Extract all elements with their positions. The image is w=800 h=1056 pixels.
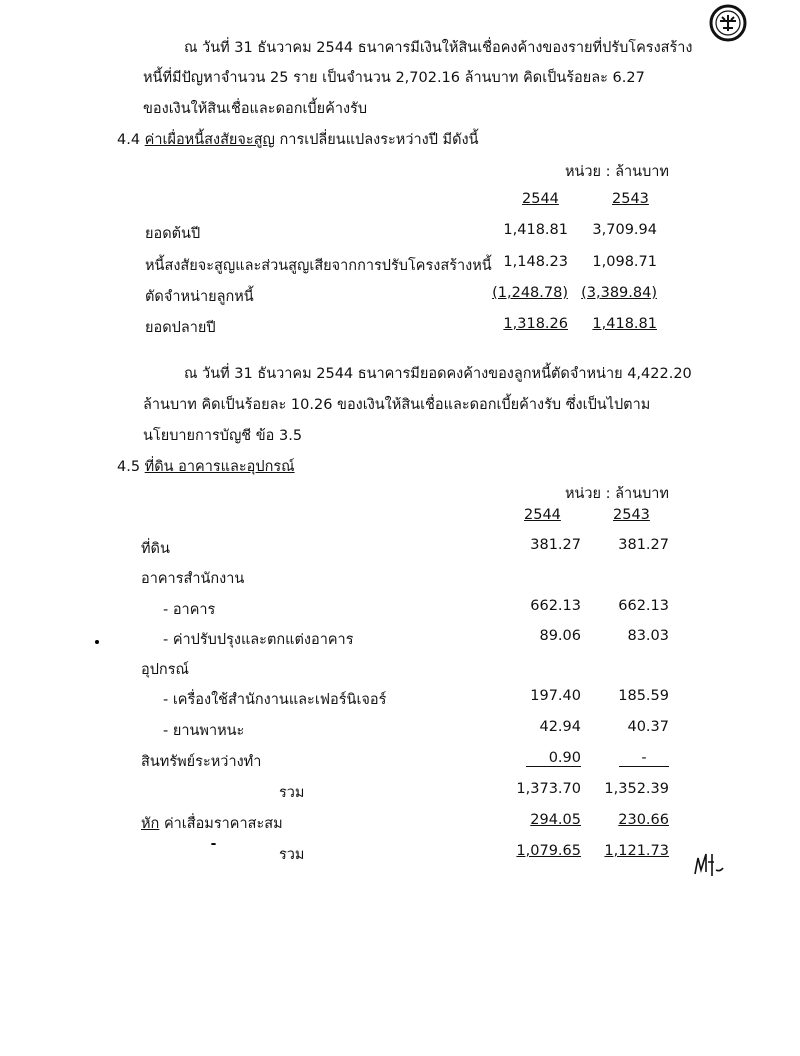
allowance-row-2544: (1,248.78) [492, 285, 568, 301]
section-4-5-col-2544: 2544 [524, 507, 561, 523]
allowance-row-2544: 1,318.26 [503, 316, 568, 332]
asset-row-label: สินทรัพย์ระหว่างทำ [141, 754, 262, 770]
asset-row-label: - อาคาร [163, 602, 216, 618]
asset-row-2544: 42.94 [539, 719, 581, 735]
asset-subtotal-2544: 1,373.70 [516, 781, 581, 797]
asset-row-2543: 381.27 [618, 537, 669, 553]
allowance-row-2543: (3,389.84) [581, 285, 657, 301]
asset-row-2544: 197.40 [530, 688, 581, 704]
depreciation-label: ค่าเสื่อมราคาสะสม [163, 816, 283, 832]
section-4-4-heading [117, 128, 479, 151]
para1-line2: หนี้ที่มีปัญหาจำนวน 25 ราย เป็นจำนวน 2,702.16 ล้านบาท คิดเป็นร้อยละ 6.27 [143, 70, 645, 86]
asset-total-2543: 1,121.73 [604, 843, 669, 859]
asset-row-2543: - [619, 750, 669, 767]
allowance-row-2544: 1,418.81 [503, 222, 568, 238]
allowance-row-label: ยอดปลายปี [145, 320, 216, 336]
section-4-4-col-2543: 2543 [612, 191, 649, 207]
less-prefix: หัก [141, 816, 160, 832]
asset-row-2543: 662.13 [618, 598, 669, 614]
para2-line2: ล้านบาท คิดเป็นร้อยละ 10.26 ของเงินให้สินเชื่อและดอกเบี้ยค้างรับ ซึ่งเป็นไปตาม [143, 397, 651, 413]
allowance-row-2543: 1,098.71 [592, 254, 657, 270]
asset-row-2543: 40.37 [627, 719, 669, 735]
section-4-5-number: 4.5 [117, 459, 141, 475]
allowance-row-label: หนี้สงสัยจะสูญและส่วนสูญเสียจากการปรับโครงสร้างหนี้ [145, 258, 492, 274]
scan-speck [95, 640, 99, 644]
asset-row-label: - เครื่องใช้สำนักงานและเฟอร์นิเจอร์ [163, 692, 387, 708]
section-4-5-title: ที่ดิน อาคารและอุปกรณ์ [144, 459, 295, 475]
allowance-row-label: ยอดต้นปี [145, 226, 201, 242]
para1-line1: ณ วันที่ 31 ธันวาคม 2544 ธนาคารมีเงินให้สินเชื่อคงค้างของรายที่ปรับโครงสร้าง [184, 40, 693, 56]
section-4-4-subtitle: การเปลี่ยนแปลงระหว่างปี มีดังนี้ [279, 132, 479, 148]
asset-row-label: - ค่าปรับปรุงและตกแต่งอาคาร [163, 632, 354, 648]
asset-row-label: - ยานพาหนะ [163, 723, 245, 739]
asset-row-2543: 185.59 [618, 688, 669, 704]
para2-line1: ณ วันที่ 31 ธันวาคม 2544 ธนาคารมียอดคงค้างของลูกหนี้ตัดจำหน่าย 4,422.20 [184, 366, 692, 382]
asset-row-2544: 381.27 [530, 537, 581, 553]
section-4-4-unit: หน่วย : ล้านบาท [564, 164, 669, 180]
allowance-row-2544: 1,148.23 [503, 254, 568, 270]
allowance-row-2543: 1,418.81 [592, 316, 657, 332]
allowance-row-label: ตัดจำหน่ายลูกหนี้ [145, 289, 254, 305]
scan-speck [211, 843, 216, 845]
asset-total-label: รวม [279, 847, 305, 863]
asset-row-2543: 83.03 [627, 628, 669, 644]
asset-subtotal-label: รวม [279, 785, 305, 801]
section-4-4-number: 4.4 [117, 132, 141, 148]
asset-total-2544: 1,079.65 [516, 843, 581, 859]
asset-row-label: ที่ดิน [141, 541, 170, 557]
asset-row-2544: 662.13 [530, 598, 581, 614]
section-4-5-unit: หน่วย : ล้านบาท [564, 486, 669, 502]
section-4-5-col-2543: 2543 [613, 507, 650, 523]
asset-subtotal-2543: 1,352.39 [604, 781, 669, 797]
asset-row-2544: 0.90 [526, 750, 581, 767]
asset-row-label: อาคารสำนักงาน [141, 571, 245, 587]
depreciation-2544: 294.05 [530, 812, 581, 828]
section-4-4-title: ค่าเผื่อหนี้สงสัยจะสูญ [144, 132, 275, 148]
para1-line3: ของเงินให้สินเชื่อและดอกเบี้ยค้างรับ [143, 101, 368, 117]
bank-emblem-logo [709, 4, 747, 42]
allowance-row-2543: 3,709.94 [592, 222, 657, 238]
asset-row-2544: 89.06 [539, 628, 581, 644]
asset-row-label: อุปกรณ์ [141, 662, 189, 678]
depreciation-row-label [141, 812, 283, 835]
depreciation-2543: 230.66 [618, 812, 669, 828]
para2-line3: นโยบายการบัญชี ข้อ 3.5 [143, 428, 303, 444]
handwritten-initials [692, 848, 726, 878]
section-4-5-heading [117, 455, 295, 478]
section-4-4-col-2544: 2544 [522, 191, 559, 207]
